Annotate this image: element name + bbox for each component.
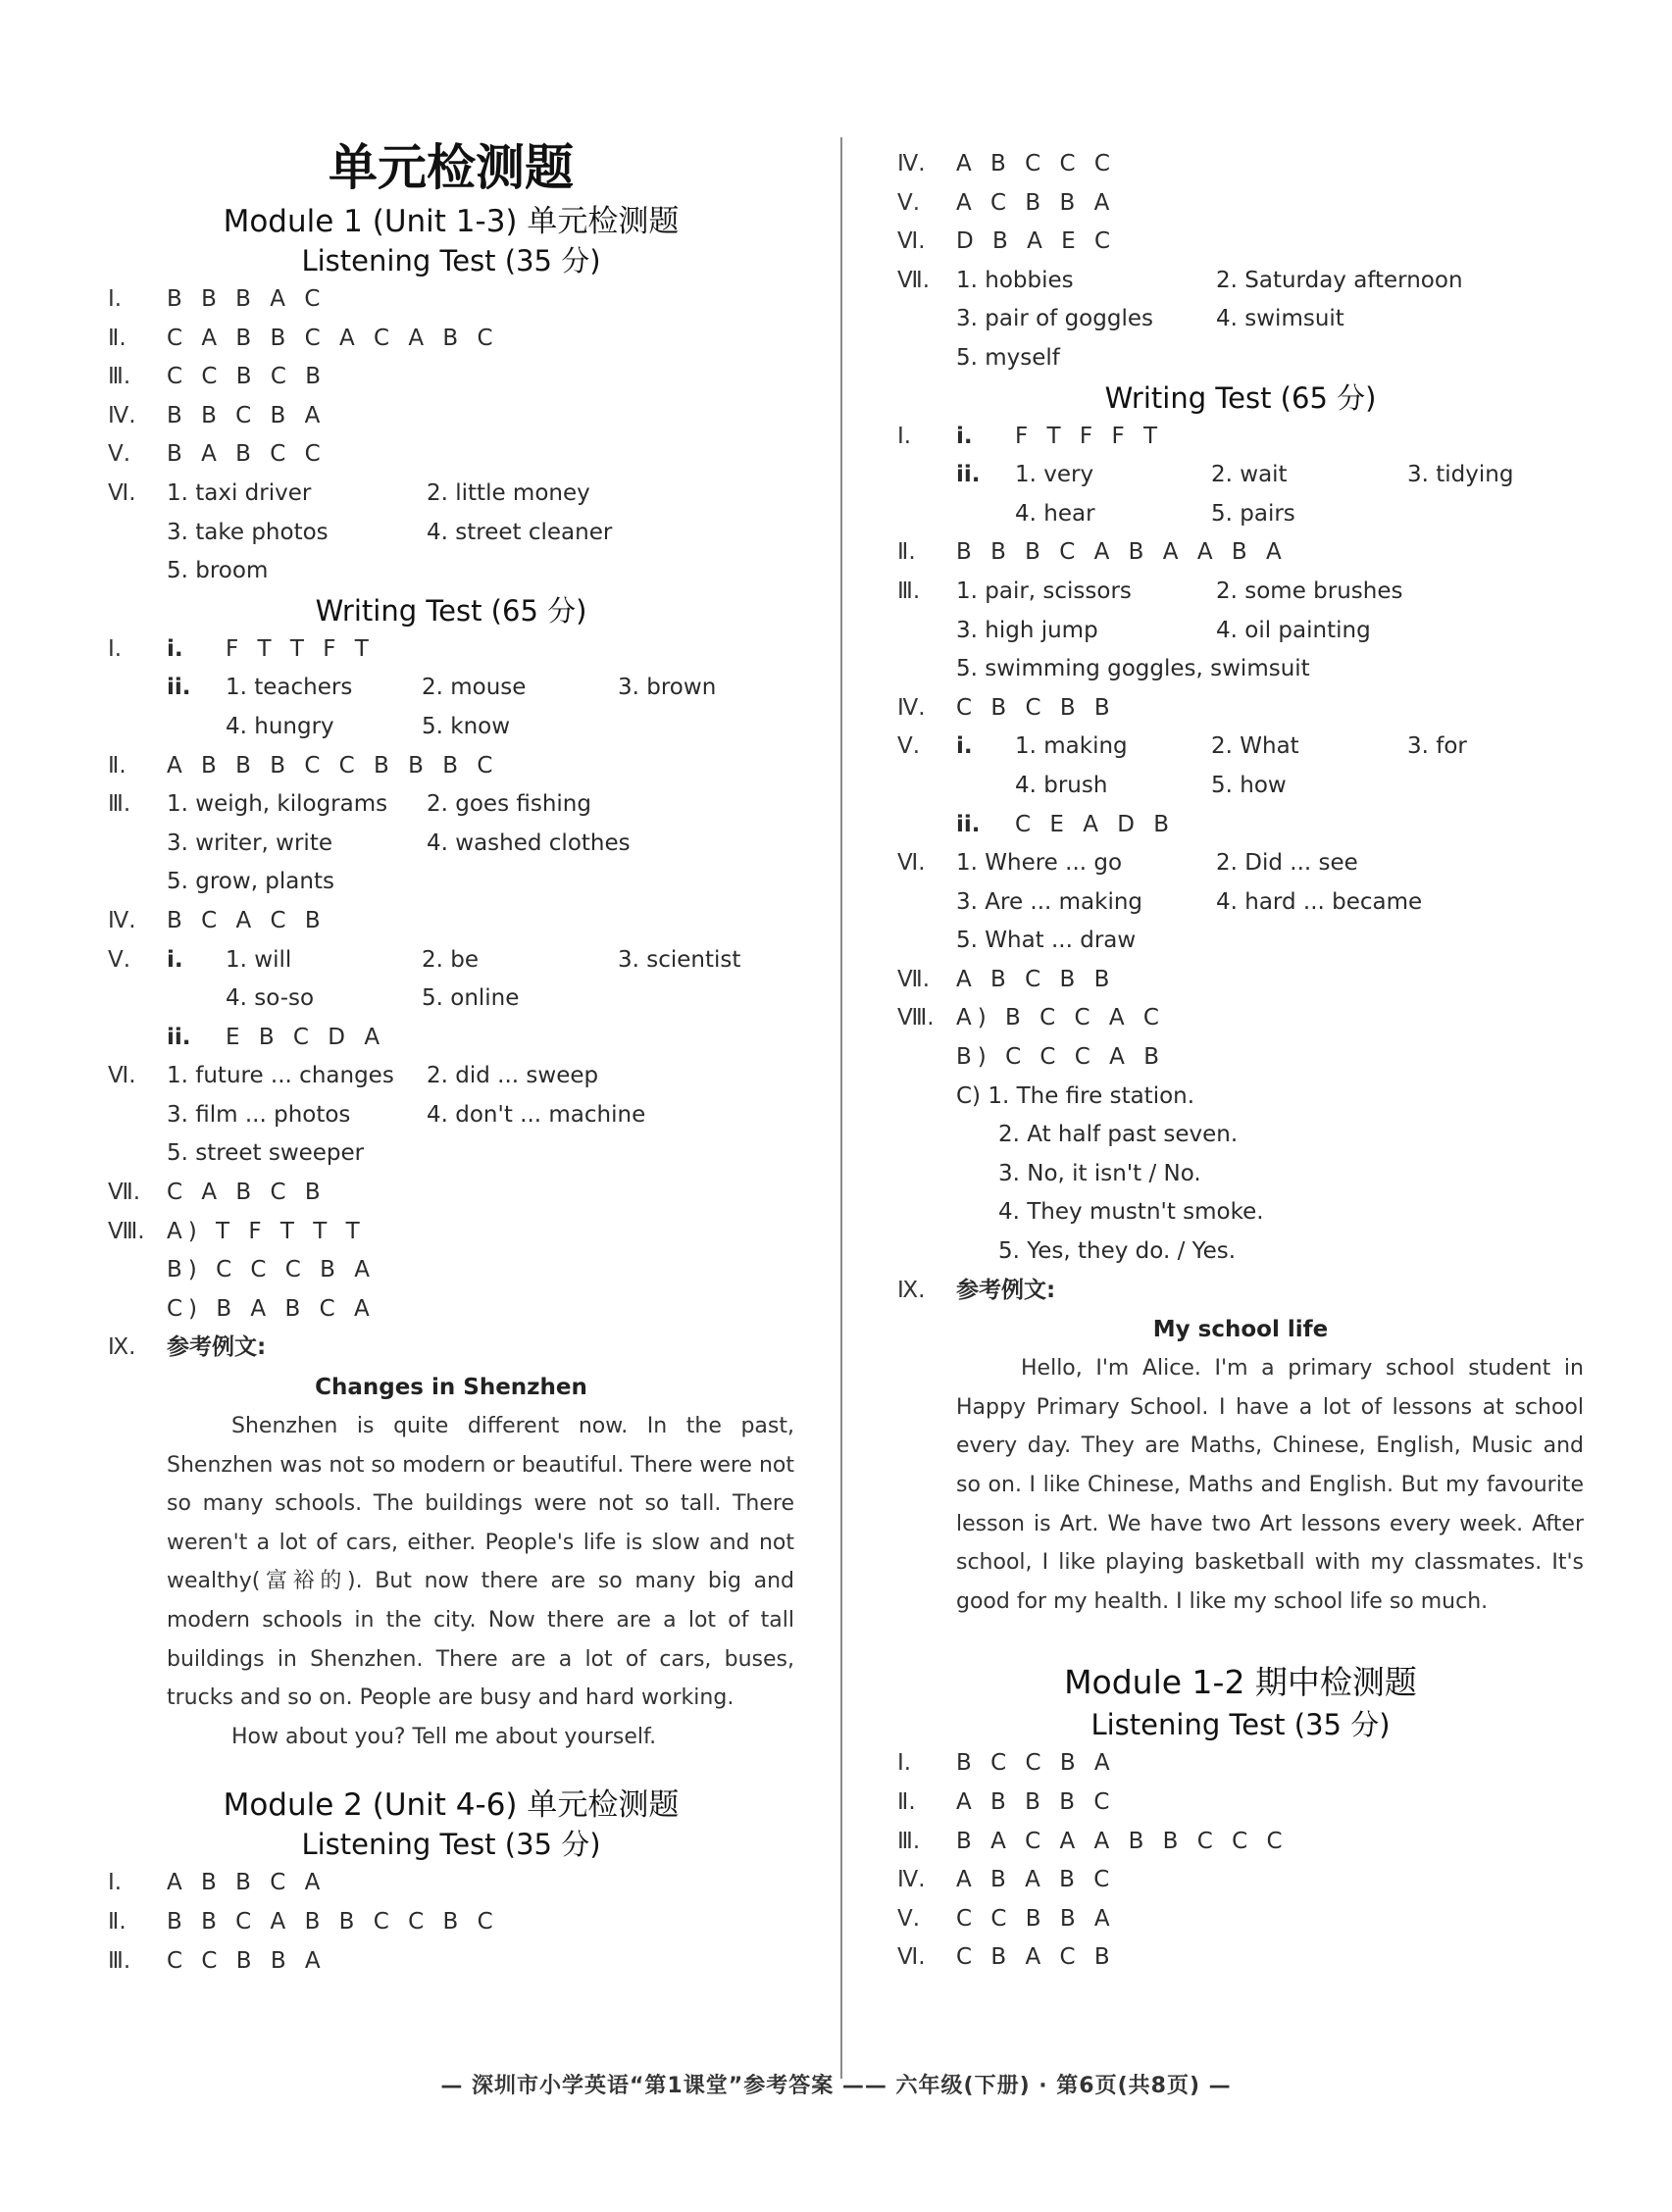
answer-row: 4. brush 5. how <box>1015 772 1287 798</box>
answer-row: Ⅵ. 1. future ... changes 2. did ... sweep <box>108 1063 599 1089</box>
essay-title: Changes in Shenzhen <box>315 1375 587 1401</box>
answer-row: Ⅱ. A B B B C <box>897 1788 1116 1815</box>
answer-row: 3. Are ... making 4. hard ... became <box>956 888 1423 915</box>
answer-row: B) C C C A B <box>956 1044 1165 1071</box>
answer-row: Ⅱ. B B C A B B C C B C <box>108 1908 499 1935</box>
answer-row: Ⅷ. A) B C C A C <box>897 1005 1165 1031</box>
answer-row: Ⅶ. A B C B B <box>897 966 1116 992</box>
answer-row: 4. hungry 5. know <box>226 713 511 739</box>
answer-row: Ⅴ. C C B B A <box>897 1905 1116 1932</box>
answer-row: 5. myself <box>956 344 1060 371</box>
answer-row: Ⅵ. D B A E C <box>897 228 1117 255</box>
answer-row: 2. At half past seven. <box>998 1122 1239 1148</box>
answer-row: Ⅴ. i. 1. will 2. be 3. scientist <box>108 946 741 973</box>
writing-title: Writing Test (65 分) <box>1104 380 1377 415</box>
answer-row: 5. broom <box>167 558 269 584</box>
answer-row: B) C C C B A <box>167 1257 376 1283</box>
answer-row: 3. pair of goggles 4. swimsuit <box>956 306 1344 332</box>
module1-title: Module 1 (Unit 1-3) 单元检测题 <box>223 204 680 239</box>
answer-row: C) B A B C A <box>167 1295 376 1322</box>
essay-text: Shenzhen is quite different now. In the past, Shenzhen was not so modern or beautiful. There were not so many schools. The buildings were not so tall. There weren't a lot of cars, either. People's life is slow and not wealthy(富裕的). But now there are so many big and modern schools in the city. Now there are a lot of tall buildings in Shenzhen. There are a lot of cars, buses, trucks and so on. People are busy and hard working. <box>167 1414 794 1711</box>
answer-row: Ⅴ. A C B B A <box>897 189 1116 216</box>
page-footer: — 深圳市小学英语“第1课堂”参考答案 —— 六年级(下册) · 第6页(共8页) — <box>440 2074 1232 2098</box>
answer-row: 3. film ... photos 4. don't ... machine <box>167 1101 646 1128</box>
answer-row: Ⅰ. A B B C A <box>108 1870 327 1896</box>
answer-row: 4. hear 5. pairs <box>1015 500 1295 527</box>
answer-row: 3. writer, write 4. washed clothes <box>167 830 631 856</box>
answer-row: 3. high jump 4. oil painting <box>956 617 1371 643</box>
answer-row: ii. 1. very 2. wait 3. tidying <box>956 462 1514 488</box>
midterm-title: Module 1-2 期中检测题 <box>1064 1663 1417 1702</box>
answer-row: Ⅴ. B A B C C <box>108 441 327 468</box>
answer-row: C) 1. The fire station. <box>956 1082 1195 1109</box>
module1-writing-title: Writing Test (65 分) <box>315 593 587 628</box>
answer-row: 4. so-so 5. online <box>226 985 520 1012</box>
right-column <box>897 145 1584 1978</box>
answer-row: 5. swimming goggles, swimsuit <box>956 656 1310 682</box>
answer-row: Ⅸ. 参考例文: <box>108 1334 267 1361</box>
answer-row: Ⅰ. i. F T T F T <box>108 635 375 662</box>
answer-row: Ⅱ. C A B B C A C A B C <box>108 325 499 351</box>
answer-row: ii. E B C D A <box>167 1024 386 1050</box>
answer-row: 5. What ... draw <box>956 928 1137 954</box>
module2-title: Module 2 (Unit 4-6) 单元检测题 <box>223 1787 680 1824</box>
answer-row: Ⅰ. B C C B A <box>897 1750 1116 1777</box>
answer-row: 3. No, it isn't / No. <box>998 1160 1201 1186</box>
answer-row: Ⅶ. 1. hobbies 2. Saturday afternoon <box>897 267 1463 293</box>
answer-row: 5. street sweeper <box>167 1140 365 1167</box>
answer-row: Ⅱ. B B B C A B A A B A <box>897 539 1288 566</box>
answer-row: Ⅲ. 1. weigh, kilograms 2. goes fishing <box>108 791 591 818</box>
answer-row: Ⅲ. C C B C B <box>108 364 327 390</box>
answer-row: Ⅵ. 1. taxi driver 2. little money <box>108 479 590 506</box>
answer-row: Ⅲ. C C B B A <box>108 1947 327 1974</box>
answer-row: 4. They mustn't smoke. <box>998 1199 1264 1226</box>
answer-row: ii. C E A D B <box>956 811 1176 837</box>
page-title: 单元检测题 <box>329 139 574 196</box>
answer-row: Ⅰ. B B B A C <box>108 286 327 312</box>
answer-row: Ⅳ. B B C B A <box>108 402 327 428</box>
answer-row: Ⅳ. C B C B B <box>897 694 1116 721</box>
column-divider <box>840 137 842 2079</box>
answer-row: Ⅳ. B C A C B <box>108 907 327 933</box>
answer-row: Ⅲ. 1. pair, scissors 2. some brushes <box>897 578 1403 604</box>
answer-row: Ⅴ. i. 1. making 2. What 3. for <box>897 733 1467 760</box>
answer-row: 5. grow, plants <box>167 869 334 895</box>
answer-row: 3. take photos 4. street cleaner <box>167 519 613 545</box>
answer-row: Ⅶ. C A B C B <box>108 1180 327 1206</box>
answer-row: Ⅷ. A) T F T T T <box>108 1218 366 1244</box>
answer-row: Ⅳ. A B A B C <box>897 1867 1116 1893</box>
answer-row: Ⅱ. A B B B C C B B B C <box>108 752 499 779</box>
answer-row: Ⅸ. 参考例文: <box>897 1277 1056 1303</box>
answer-row: Ⅰ. i. F T F F T <box>897 423 1164 449</box>
answer-row: Ⅲ. B A C A A B B C C C <box>897 1828 1289 1854</box>
essay-tail: How about you? Tell me about yourself. <box>231 1724 657 1749</box>
module1-listening-title: Listening Test (35 分) <box>301 244 601 277</box>
left-column <box>108 137 794 1981</box>
module2-listening-title: Listening Test (35 分) <box>301 1828 601 1862</box>
answer-row: Ⅵ. 1. Where ... go 2. Did ... see <box>897 850 1358 877</box>
answer-row: 5. Yes, they do. / Yes. <box>998 1238 1237 1265</box>
essay-title: My school life <box>1152 1317 1329 1343</box>
answer-row: ii. 1. teachers 2. mouse 3. brown <box>167 675 717 701</box>
answer-row: Ⅳ. A B C C C <box>897 151 1116 176</box>
midterm-listening-title: Listening Test (35 分) <box>1090 1708 1391 1742</box>
answer-row: Ⅵ. C B A C B <box>897 1944 1116 1971</box>
essay-text: Hello, I'm Alice. I'm a primary school student in Happy Primary School. I have a lot of lessons at school every day. They are Maths, Chinese, English, Music and so on. I like Chinese, Maths and English. But my favourite lesson is Art. We have two Art lessons every week. After school, I like playing basketball with my classmates. It's good for my health. I like my school life so much. <box>956 1356 1584 1614</box>
